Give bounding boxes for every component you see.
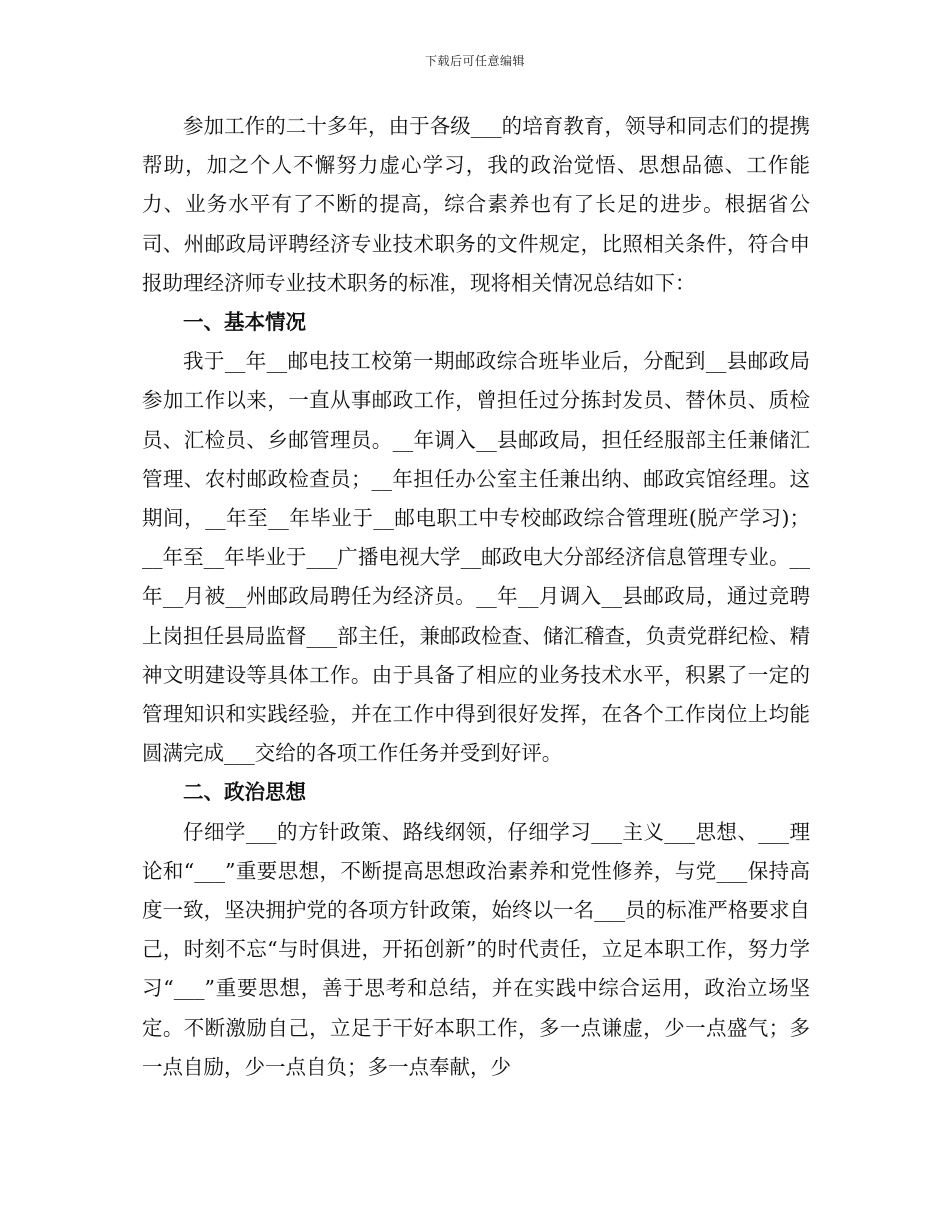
political-thought-paragraph: 仔细学___的方针政策、路线纲领，仔细学习___主义___思想、___理论和“___”重要思想，不断提高思想政治素养和党性修养，与党___保持高度一致，坚决拥护党的各项方针政策，始终以一名___员的标准严格要求自己，时刻不忘“与时俱进，开拓创新”的时代责任，立足本职工作，努力学习“___”重要思想，善于思考和总结，并在实践中综合运用，政治立场坚定。不断激励自己，立足于干好本职工作，多一点谦虚，少一点盛气；多一点自励，少一点自负；多一点奉献，少 (142, 819, 810, 1079)
section-heading-political-thought: 二、政治思想 (183, 780, 306, 805)
document-body (142, 107, 810, 1087)
basic-info-paragraph: 我于__年__邮电技工校第一期邮政综合班毕业后，分配到__县邮政局参加工作以来，一直从事邮政工作，曾担任过分拣封发员、替休员、质检员、汇检员、乡邮管理员。__年调入__县邮政局，担任经服部主任兼储汇管理、农村邮政检查员；__年担任办公室主任兼出纳、邮政宾馆经理。这期间，__年至__年毕业于__邮电职工中专校邮政综合管理班(脱产学习)；__年至__年毕业于___广播电视大学__邮政电大分部经济信息管理专业。__年__月被__州邮政局聘任为经济员。__年__月调入__县邮政局，通过竞聘上岗担任县局监督___部主任，兼邮政检查、储汇稽查，负责党群纪检、精神文明建设等具体工作。由于具备了相应的业务技术水平，积累了一定的管理知识和实践经验，并在工作中得到很好发挥，在各个工作岗位上均能圆满完成___交给的各项工作任务并受到好评。 (142, 349, 810, 766)
intro-paragraph: 参加工作的二十多年，由于各级___的培育教育，领导和同志们的提携帮助，加之个人不懈努力虚心学习，我的政治觉悟、思想品德、工作能力、业务水平有了不断的提高，综合素养也有了长足的进步。根据省公司、州邮政局评聘经济专业技术职务的文件规定，比照相关条件，符合申报助理经济师专业技术职务的标准，现将相关情况总结如下： (142, 114, 810, 295)
section-heading-basic-info: 一、基本情况 (183, 310, 306, 335)
page-header: 下载后可任意编辑 (424, 54, 525, 68)
